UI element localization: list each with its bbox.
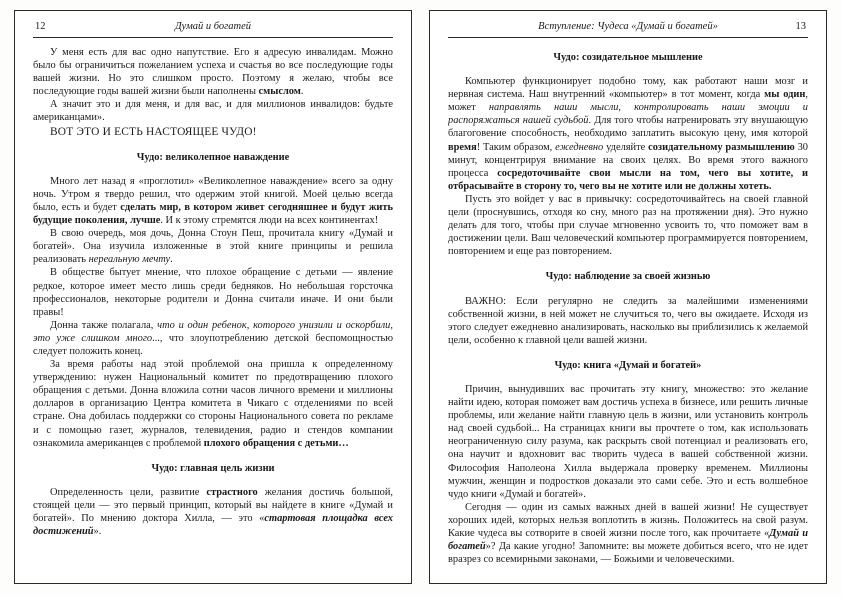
- text-run: смыслом: [258, 86, 301, 98]
- text-run: ..., что злоупотреблению детской беспомощностью следует положить конец.: [33, 332, 393, 357]
- text-run: Компьютер функционирует подобно тому, как работают наши мозг и нервная система. Наш внутренний «компьютер» в тот момент, когда: [448, 76, 808, 101]
- text-run: сосредоточивайте свои мысли на том, чего вы хотите, и отбрасывайте в сторону то, чего вы не хотите или не должны хотеть.: [448, 167, 808, 192]
- page-body: [448, 46, 808, 573]
- running-title: Думай и богатей: [174, 21, 251, 32]
- text-run: ! Таким образом,: [476, 141, 556, 153]
- text-run: Чудо: великолепное наваждение: [136, 151, 290, 163]
- section-heading: [448, 51, 808, 64]
- text-run: . И к этому стремятся люди на всех континентах!: [160, 215, 379, 227]
- section-heading: [448, 359, 808, 372]
- text-run: желания достичь большой, стоящей цели — это первый принцип, который вы найдете в книге «Думай и богатей». По мнению доктора Хилла, — это «: [33, 486, 393, 524]
- section-heading: [33, 462, 393, 475]
- paragraph: [33, 227, 393, 266]
- text-run: Чудо: созидательное мышление: [553, 52, 703, 63]
- text-run: страстного: [206, 486, 258, 498]
- text-run: За время работы над этой проблемой она пришла к определенному утверждению: нужен Национальный комитет по предотвращению плохого обращения с детьми. Донна вложила сотни часов личного времени и миллионы долларов в организацию Центра комитета в Чикаго с отделениями по всей стране. Она добилась поддержки со стороны Национального совета по рекламе и с помощью газет, журналов, телевидения, радио и стендов компании ознакомила американцев с проблемой: [33, 359, 393, 449]
- paragraph: [448, 295, 808, 347]
- paragraph: [448, 383, 808, 501]
- text-run: ежедневно: [555, 141, 604, 153]
- text-run: мы один: [764, 89, 806, 101]
- paragraph: [33, 486, 393, 538]
- text-run: уделяйте: [603, 141, 649, 153]
- text-run: ВАЖНО: Если регулярно не следить за малейшими изменениями собственной жизни, в ней может не случиться то, чего вы ожидаете. Исходя из этого следует ежедневно анализировать, насколько вы приблизились к желаемой цели, особенно к главной цели вашей жизни.: [448, 295, 808, 346]
- page-number: 13: [795, 21, 806, 32]
- text-run: 30 минут, концентрируя внимание на своих целях. Во время этого важного процесса: [448, 141, 808, 179]
- text-run: А значит это и для меня, и для вас, и для миллионов инвалидов: будьте американцами».: [33, 99, 393, 124]
- text-run: стартовая площадка всех достижений: [33, 513, 393, 538]
- text-run: Причин, вынудивших вас прочитать эту книгу, множество: это желание найти идею, которая поможет вам достичь успеха в бизнесе, или решить личные проблемы, или желание найти главную цель в жизни, или установить контроль над своей судьбой... На страницах книги вы прочтете о том, как использовать неограниченную силу разума, как раскрыть свой потенциал и реализовать его, она научит и вдохновит вас творить чудеса в вашей собственной жизни. Философия Наполеона Хилла выдержала проверку временем. Миллионы мужчин, женщин и подростков доказали это сами себе. Это и есть волшебное чудо книги «Думай и богатей».: [448, 383, 808, 500]
- page-header: [448, 18, 808, 38]
- text-run: ВОТ ЭТО И ЕСТЬ НАСТОЯЩЕЕ ЧУДО!: [50, 125, 257, 138]
- page-left: [14, 10, 412, 584]
- paragraph: [448, 75, 808, 193]
- text-run: В свою очередь, моя дочь, Донна Стоун Пеш, прочитала книгу «Думай и богатей». Она изучила изложенные в этой книге принципы и решила реализовать: [33, 228, 393, 266]
- paragraph: [33, 46, 393, 98]
- paragraph: [33, 98, 393, 124]
- text-run: Сегодня — один из самых важных дней в вашей жизни! Не существует хороших идей, которых нельзя воплотить в жизнь. Положитесь на свой разум. Какие чудеса вы сотворите в своей жизни после того, как прочитаете «: [448, 501, 808, 539]
- running-title: Вступление: Чудеса «Думай и богатей»: [538, 21, 718, 32]
- text-run: сделать мир, в котором живет сегодняшнее и будут жить будущие поколения, лучше: [33, 201, 393, 227]
- text-run: время: [448, 141, 477, 153]
- text-run: . Для того чтобы натренировать эту внушающую благоговение способность, необходимо заплатить высокую цену, имя которой: [448, 115, 808, 140]
- text-run: Чудо: главная цель жизни: [151, 462, 275, 474]
- text-run: что и один ребенок, которого унизили и оскорбили, это уже слишком много: [33, 319, 393, 344]
- paragraph: [33, 266, 393, 318]
- paragraph: [33, 126, 393, 139]
- text-run: нереальную мечту: [88, 254, 171, 266]
- paragraph: [448, 193, 808, 258]
- text-run: созидательному размышлению: [648, 141, 795, 153]
- text-run: плохого обращения с детьми…: [203, 437, 349, 449]
- text-run: Много лет назад я «проглотил» «Великолепное наваждение» всего за одну ночь. Утром я твердо решил, что одержим этой книгой. Моей целью всегда было, есть и будет: [33, 175, 393, 213]
- text-run: Определенность цели, развитие: [50, 486, 207, 498]
- text-run: Чудо: книга «Думай и богатей»: [554, 359, 702, 371]
- text-run: Пусть это войдет у вас в привычку: сосредоточивайтесь на своей главной цели (проснувшись, отходя ко сну, много раз на протяжении дня). Это нужно делать для того, чтобы при случае мгновенно усвоить то, что поможет вам в достижении цели. Ваш человеческий компьютер программируется повторением, повторением и еще раз повторением.: [448, 193, 808, 258]
- text-run: Донна также полагала,: [50, 319, 158, 331]
- page-number: 12: [35, 21, 46, 32]
- text-run: .: [170, 254, 173, 266]
- paragraph: [448, 501, 808, 566]
- text-run: .: [300, 86, 304, 98]
- text-run: Думай и богатей: [448, 528, 808, 553]
- section-heading: [448, 270, 808, 283]
- section-heading: [33, 151, 393, 164]
- text-run: , может: [448, 89, 808, 114]
- page-right: [429, 10, 827, 584]
- page-header: [33, 18, 393, 38]
- text-run: ».: [93, 526, 102, 538]
- paragraph: [33, 319, 393, 358]
- text-run: направлять наши мысли, контролировать наши эмоции и распоряжаться нашей судьбой: [448, 102, 808, 127]
- text-run: У меня есть для вас одно напутствие. Его я адресую инвалидам. Можно было бы ограничиться пожеланием успеха и счастья во все последующие годы вашей жизни. Но это слишком просто. Поэтому я желаю, чтобы все последующие годы вашей жизни были наполнены: [33, 47, 393, 98]
- text-run: »? Да какие угодно! Запомните: вы можете добиться всего, что не идет вразрез со всемирными законами, — Божьими и человеческими.: [448, 541, 808, 566]
- paragraph: [33, 175, 393, 227]
- page-body: [33, 46, 393, 573]
- paragraph: [33, 358, 393, 450]
- text-run: В обществе бытует мнение, что плохое обращение с детьми — явление редкое, которое имеет место лишь среди бедняков. Но небольшая горсточка профессионалов, некоторые родители и Донна считали иначе. И они были правы!: [33, 267, 393, 318]
- text-run: Чудо: наблюдение за своей жизнью: [545, 271, 711, 283]
